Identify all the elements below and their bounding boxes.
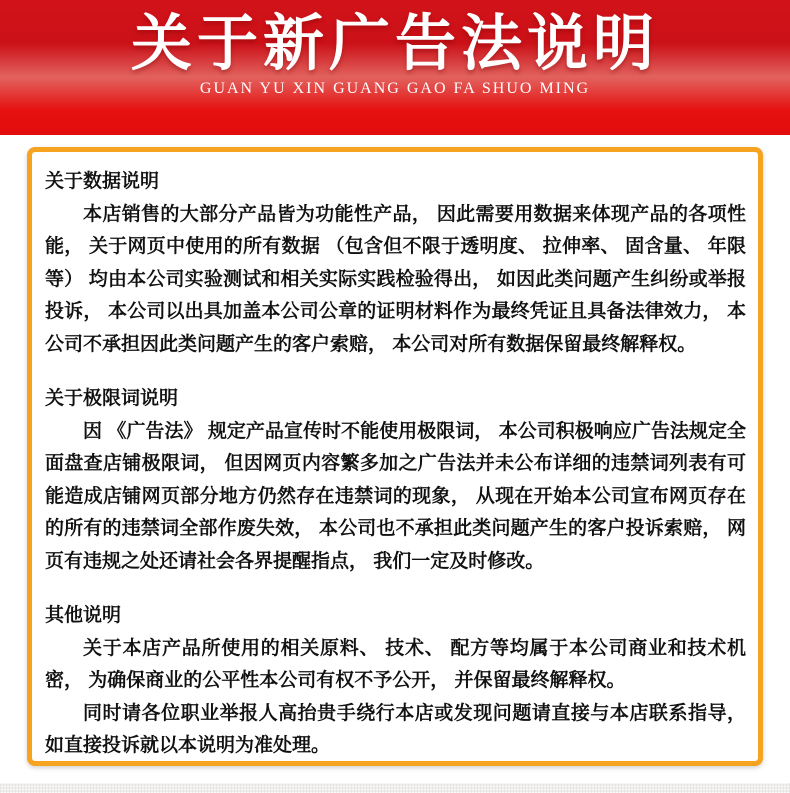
section-paragraph: 关于本店产品所使用的相关原料、 技术、 配方等均属于本公司商业和技术机密， 为确保商业的公平性本公司有权不予公开， 并保留最终解释权。 [45, 637, 746, 691]
section-heading-extreme-words: 关于极限词说明 [45, 388, 179, 409]
notice-box [27, 147, 763, 766]
section-heading-data: 关于数据说明 [45, 171, 160, 192]
page-subtitle-pinyin: GUAN YU XIN GUANG GAO FA SHUO MING [199, 80, 591, 97]
section-heading-other: 其他说明 [45, 605, 122, 626]
section-extreme-words-statement [45, 383, 746, 578]
section-data-statement [45, 166, 746, 361]
header-banner [0, 0, 790, 135]
section-other-statement [45, 600, 746, 763]
page-title: 关于新广告法说明 [130, 9, 659, 77]
bottom-texture-strip [0, 783, 790, 793]
section-paragraph: 因 《广告法》 规定产品宣传时不能使用极限词， 本公司积极响应广告法规定全面盘查店铺极限词， 但因网页内容繁多加之广告法并未公布详细的违禁词列表有可能造成店铺网页部分地方仍然存在违禁词的现象， 从现在开始本公司宣布网页存在的所有的违禁词全部作废失效， 本公司也不承担此类问题产生的客户投诉索赔， 网页有违规之处还请社会各界提醒指点， 我们一定及时修改。 [45, 420, 746, 572]
section-paragraph: 本店销售的大部分产品皆为功能性产品， 因此需要用数据来体现产品的各项性能， 关于网页中使用的所有数据 （包含但不限于透明度、 拉伸率、 固含量、 年限等） 均由本公司实验测试和相关实际实践检验得出， 如因此类问题产生纠纷或举报投诉， 本公司以出具加盖本公司公章的证明材料作为最终凭证且具备法律效力， 本公司不承担因此类问题产生的客户索赔， 本公司对所有数据保留最终解释权。 [45, 203, 746, 355]
section-paragraph: 同时请各位职业举报人高抬贵手绕行本店或发现问题请直接与本店联系指导， 如直接投诉就以本说明为准处理。 [45, 702, 746, 756]
